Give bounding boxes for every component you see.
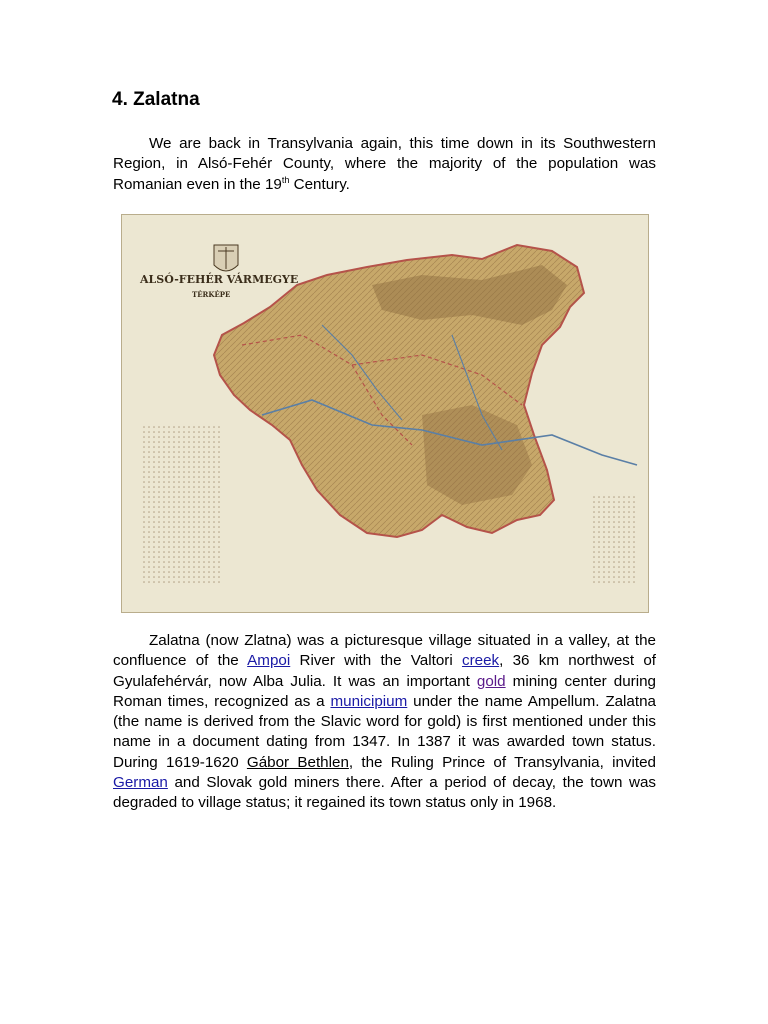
body-text: mining center during Roman times, recognized as a	[113, 672, 656, 710]
map-graphic	[122, 215, 648, 612]
creek-link[interactable]: creek	[461, 652, 500, 670]
intro-paragraph	[113, 134, 656, 195]
intro-text-end: Century.	[289, 175, 350, 193]
body-text: , 36 km northwest of Gyulafehérvár, now Alba Julia. It was an important	[113, 652, 657, 690]
gabor-bethlen-name: Gábor Bethlen	[246, 753, 349, 771]
gold-link[interactable]: gold	[476, 672, 506, 690]
german-link[interactable]: German	[113, 774, 168, 792]
map-legend-right	[592, 495, 637, 585]
map-subtitle: TÉRKÉPE	[192, 290, 231, 299]
body-text: Zalatna (now Zlatna) was a picturesque village situated in a valley, at the confluence of the	[113, 632, 656, 670]
body-text: , the Ruling Prince of Transylvania, invited	[348, 753, 656, 771]
body-text: under the name Ampellum. Zalatna (the name is derived from the Slavic word for gold) is first mentioned under this name in a document dating from 1347. In 1387 it was awarded town status. During 1619-1620	[113, 692, 656, 771]
body-text: River with the Valtori	[290, 652, 462, 670]
coat-of-arms	[214, 245, 238, 271]
map-legend-left	[142, 425, 222, 585]
body-text: and Slovak gold miners there. After a period of decay, the town was degraded to village status; it regained its town status only in 1968.	[113, 774, 656, 812]
intro-text: We are back in Transylvania again, this time down in its Southwestern Region, in Alsó-Fehér County, where the majority of the population was Romanian even in the 19	[113, 135, 656, 193]
ordinal-suffix: th	[281, 174, 290, 185]
history-paragraph	[113, 631, 656, 814]
ampoi-link[interactable]: Ampoi	[247, 652, 291, 670]
municipium-link[interactable]: municipium	[330, 692, 408, 710]
section-heading: 4. Zalatna	[112, 89, 200, 110]
map-title: ALSÓ-FEHÉR VÁRMEGYE	[140, 273, 299, 286]
county-map-image	[121, 214, 649, 613]
